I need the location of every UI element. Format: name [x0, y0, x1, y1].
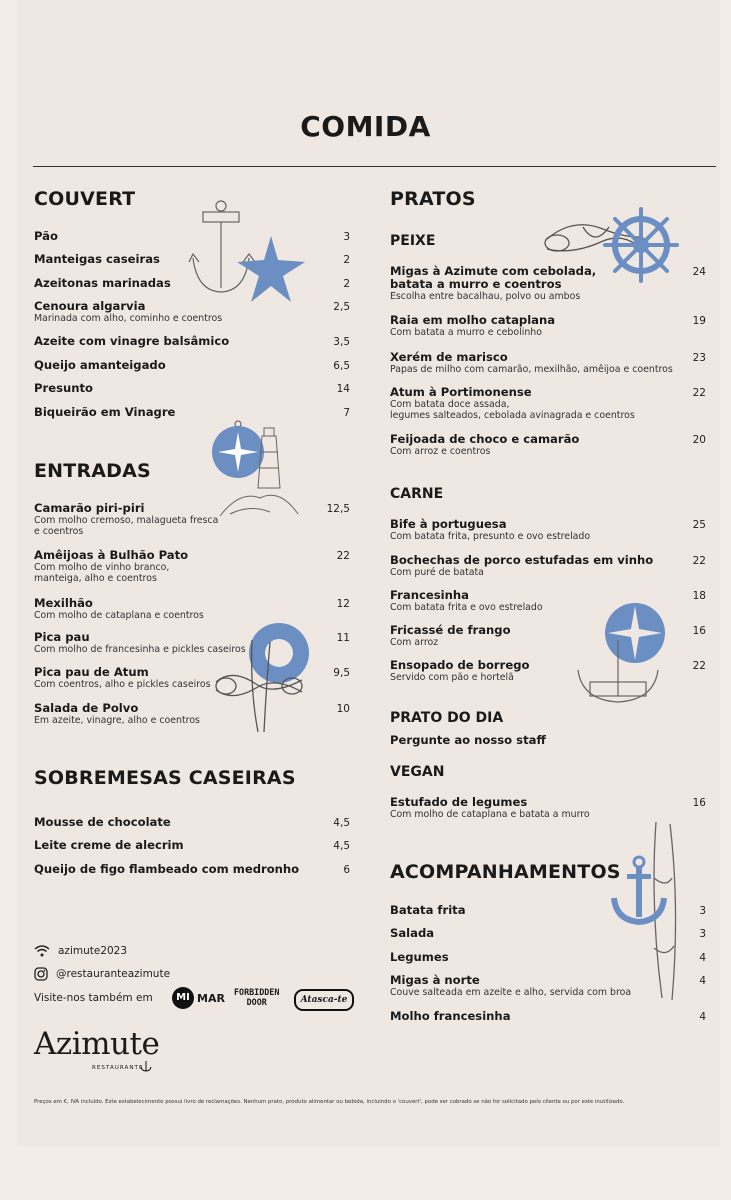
menu-item-price: 22: [692, 555, 706, 567]
menu-item: [34, 502, 218, 537]
menu-item-price: 24: [692, 266, 706, 278]
menu-item-description-line2: manteiga, alho e coentros: [34, 573, 157, 584]
acompanhamentos-heading: ACOMPANHAMENTOS: [390, 861, 621, 883]
anchor-starfish-illustration: [185, 196, 310, 314]
menu-item: [34, 359, 166, 372]
menu-item-description: Com batata a murro e cebolinho: [390, 327, 542, 338]
menu-item-price: 10: [336, 703, 350, 715]
menu-item: [390, 659, 530, 683]
menu-item: [34, 230, 58, 243]
menu-item-price: 23: [692, 352, 706, 364]
menu-item-name: Camarão piri-piri: [34, 501, 145, 515]
menu-item: [390, 314, 555, 338]
menu-item-name: Pica pau de Atum: [34, 665, 149, 679]
menu-item-name: Bife à portuguesa: [390, 517, 507, 531]
mimar-logo-text: MAR: [197, 991, 225, 1005]
menu-item-name: Manteigas caseiras: [34, 252, 160, 266]
menu-item: [34, 597, 204, 621]
prato-do-dia-heading: PRATO DO DIA: [390, 710, 504, 726]
menu-item: [34, 666, 210, 690]
instagram-handle[interactable]: @restauranteazimute: [56, 968, 171, 980]
couvert-heading: COUVERT: [34, 188, 136, 210]
menu-item-price: 4: [699, 975, 706, 987]
menu-item-description: Papas de milho com camarão, mexilhão, amêijoa e coentros: [390, 364, 673, 375]
menu-item: [390, 386, 635, 421]
menu-item: [390, 433, 579, 457]
compass-anchor-illustration: [572, 600, 672, 712]
menu-item: [34, 335, 229, 348]
carne-heading: CARNE: [390, 486, 444, 502]
menu-item-price: 25: [692, 519, 706, 531]
menu-item-description: Com molho de cataplana e coentros: [34, 610, 204, 621]
wifi-row: [34, 945, 127, 957]
menu-item-name: Migas à Azimute com cebolada,: [390, 264, 597, 278]
menu-item-price: 22: [692, 660, 706, 672]
menu-item-price: 2: [343, 278, 350, 290]
compass-lighthouse-illustration: [210, 418, 300, 523]
menu-item-description: Servido com pão e hortelã: [390, 672, 514, 683]
menu-item-price: 2: [343, 254, 350, 266]
pratos-heading: PRATOS: [390, 188, 476, 210]
vegan-item-price: 16: [692, 797, 706, 809]
menu-item: [390, 518, 590, 542]
menu-item-description: Com molho de francesinha e pickles caseiros: [34, 644, 246, 655]
menu-item-name: Migas à norte: [390, 973, 480, 987]
menu-item-price: 4,5: [333, 817, 350, 829]
visit-row: [34, 992, 153, 1004]
page-title: COMIDA: [300, 110, 431, 143]
menu-item-name: Batata frita: [390, 903, 466, 917]
vegan-item-name: Estufado de legumes: [390, 795, 528, 809]
menu-item-name: Pica pau: [34, 630, 90, 644]
menu-item-name: Ensopado de borrego: [390, 658, 530, 672]
menu-item-price: 4,5: [333, 840, 350, 852]
menu-item-description: Em azeite, vinagre, alho e coentros: [34, 715, 200, 726]
menu-item-description: Escolha entre bacalhau, polvo ou ambos: [390, 291, 581, 302]
menu-item-price: 14: [336, 383, 350, 395]
atasca-te-logo[interactable]: Atasca-te: [294, 989, 354, 1011]
menu-item: [34, 816, 171, 829]
menu-item-price: 22: [692, 387, 706, 399]
menu-item: [390, 351, 673, 375]
menu-item-description: Couve salteada em azeite e alho, servida com broa: [390, 987, 632, 998]
pratos-section: [390, 188, 476, 210]
logo-anchor-icon: [140, 1060, 152, 1072]
menu-item-description: Com molho de vinho branco,: [34, 562, 170, 573]
anchor-rope-illustration: [610, 818, 685, 1003]
menu-item: [390, 624, 511, 648]
vegan-heading: VEGAN: [390, 764, 445, 780]
title-divider: [33, 166, 716, 167]
menu-item-price: 19: [692, 315, 706, 327]
menu-item-name: Amêijoas à Bulhão Pato: [34, 548, 189, 562]
menu-item-name: Feijoada de choco e camarão: [390, 432, 580, 446]
menu-item-name: Azeite com vinagre balsâmico: [34, 334, 230, 348]
wifi-icon: [34, 945, 50, 957]
menu-item: [390, 974, 631, 998]
menu-item-description: Com batata frita e ovo estrelado: [390, 602, 543, 613]
menu-item: [390, 927, 434, 940]
menu-item-name: Salada: [390, 926, 435, 940]
legal-notice: Preços em €, IVA incluído. Este estabelecimento possui livro de reclamações. Nenhum prato, produto alimentar ou bebida, incluindo o 'couvert', pode ser cobrado se não for solicitado pelo cliente ou por este inutilizado.: [34, 1099, 625, 1105]
menu-item-name: Leite creme de alecrim: [34, 838, 184, 852]
vegan-item: [390, 796, 590, 820]
menu-item-price: 6: [343, 864, 350, 876]
menu-item-description: Com puré de batata: [390, 567, 484, 578]
menu-item: [390, 554, 653, 578]
menu-item-name: Raia em molho cataplana: [390, 313, 556, 327]
blue-anchor-icon: [614, 857, 664, 922]
azimute-logo-subtitle: RESTAURANTE: [92, 1065, 144, 1071]
menu-item: [34, 863, 299, 876]
menu-item-price: 3: [343, 231, 350, 243]
menu-item-price: 3: [699, 928, 706, 940]
wifi-password: azimute2023: [58, 945, 128, 957]
menu-item-price: 12: [336, 598, 350, 610]
menu-item: [390, 951, 449, 964]
menu-item-name: Queijo amanteigado: [34, 358, 166, 372]
menu-item-name: Biqueirão em Vinagre: [34, 405, 176, 419]
menu-item-name: Pão: [34, 229, 58, 243]
menu-item: [34, 382, 93, 395]
menu-item: [34, 549, 188, 584]
anchor-sketch-icon: [189, 201, 255, 292]
menu-item-description: Com batata doce assada,: [390, 399, 510, 410]
rope-wheel-illustration: [543, 207, 683, 285]
azimute-logo: Azimute: [34, 1026, 160, 1062]
menu-item-name: Presunto: [34, 381, 93, 395]
vegan-item-desc: Com molho de cataplana e batata a murro: [390, 809, 590, 820]
menu-item-price: 3: [699, 905, 706, 917]
mimar-logo-mark: MI: [172, 987, 194, 1009]
menu-item: [390, 1010, 511, 1023]
menu-item-description: Com batata frita, presunto e ovo estrelado: [390, 531, 591, 542]
menu-item-price: 12,5: [326, 503, 350, 515]
menu-item: [34, 702, 200, 726]
sobremesas-section: [34, 767, 296, 789]
instagram-icon: [34, 967, 48, 981]
menu-item: [34, 277, 171, 290]
menu-item-name: Bochechas de porco estufadas em vinho: [390, 553, 654, 567]
menu-item-description-line2: e coentros: [34, 526, 84, 537]
mimar-logo[interactable]: [172, 987, 225, 1009]
prato-do-dia-text: Pergunte ao nosso staff: [390, 733, 546, 747]
menu-item-name: Fricassé de frango: [390, 623, 511, 637]
peixe-heading: PEIXE: [390, 233, 436, 249]
menu-item-name: Azeitonas marinadas: [34, 276, 171, 290]
menu-item-name: Xerém de marisco: [390, 350, 508, 364]
menu-item-description-line2: legumes salteados, cebolada avinagrada e coentros: [390, 410, 635, 421]
menu-item-price: 3,5: [333, 336, 350, 348]
menu-item-description: Com molho cremoso, malagueta fresca: [34, 515, 219, 526]
menu-item-name: Atum à Portimonense: [390, 385, 532, 399]
menu-item-price: 18: [692, 590, 706, 602]
menu-item-description: Com arroz e coentros: [390, 446, 491, 457]
ships-wheel-icon: [605, 209, 677, 281]
menu-item-name: Queijo de figo flambeado com medronho: [34, 862, 300, 876]
menu-item-name: Mexilhão: [34, 596, 93, 610]
forbidden-door-line2: DOOR: [246, 997, 267, 1007]
menu-item-name: Legumes: [390, 950, 449, 964]
menu-item-description: Com coentros, alho e pickles caseiros: [34, 679, 211, 690]
menu-item-price: 11: [336, 632, 350, 644]
menu-item: [390, 904, 466, 917]
menu-item-price: 4: [699, 952, 706, 964]
sobremesas-heading: SOBREMESAS CASEIRAS: [34, 767, 296, 789]
menu-item-price: 9,5: [333, 667, 350, 679]
lifebuoy-rope-illustration: [212, 620, 317, 738]
menu-item-price: 22: [336, 550, 350, 562]
menu-item-name: Francesinha: [390, 588, 469, 602]
instagram-row: [34, 967, 170, 981]
menu-item-price: 20: [692, 434, 706, 446]
menu-item-name: Salada de Polvo: [34, 701, 139, 715]
menu-item-name: Molho francesinha: [390, 1009, 511, 1023]
menu-item: [390, 589, 543, 613]
menu-item-price: 4: [699, 1011, 706, 1023]
menu-item: [34, 839, 184, 852]
menu-item-name: Cenoura algarvia: [34, 299, 146, 313]
menu-item-name: Mousse de chocolate: [34, 815, 171, 829]
menu-item-description: Com arroz: [390, 637, 439, 648]
menu-item-price: 2,5: [333, 301, 350, 313]
menu-item-description: Marinada com alho, cominho e coentros: [34, 313, 223, 324]
menu-item-price: 7: [343, 407, 350, 419]
entradas-section: [34, 460, 151, 482]
forbidden-door-logo[interactable]: [234, 987, 279, 1007]
visit-text: Visite-nos também em: [34, 992, 153, 1004]
menu-item-price: 16: [692, 625, 706, 637]
forbidden-door-line1: FORBIDDEN: [234, 987, 280, 997]
menu-item: [34, 406, 175, 419]
menu-item: [34, 253, 160, 266]
menu-item-price: 6,5: [333, 360, 350, 372]
menu-item-name-line2: batata a murro e coentros: [390, 277, 562, 291]
entradas-heading: ENTRADAS: [34, 460, 151, 482]
